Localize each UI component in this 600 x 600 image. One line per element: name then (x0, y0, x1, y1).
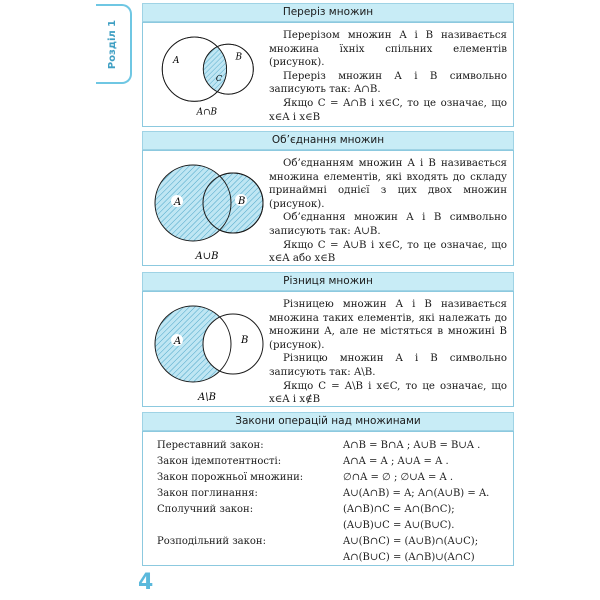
union-section (142, 150, 514, 266)
law-name: Розподільний закон: (157, 536, 266, 547)
definition: Перерізом множин A і B називається множина їхніх спільних елементів (рисунок). (269, 30, 507, 69)
membership-rule: Якщо C = A∩B і x∈C, то це означає, що x∈A і x∈B (269, 97, 507, 123)
law-row (143, 502, 513, 518)
law-row (143, 518, 513, 534)
law-row (143, 470, 513, 486)
law-formula: ∅∩A = ∅ ; ∅∪A = A . (343, 472, 454, 483)
law-formula: A∩(B∪C) = (A∩B)∪(A∩C) (343, 552, 475, 563)
law-row (143, 438, 513, 454)
law-row (143, 550, 513, 566)
page-number: 4 (138, 570, 154, 595)
union-header: Об’єднання множин (142, 131, 514, 150)
law-formula: A∪(B∩C) = (A∪B)∩(A∪C); (343, 536, 479, 547)
law-name: Сполучний закон: (157, 504, 254, 515)
label-a: A (172, 55, 180, 66)
law-row (143, 486, 513, 502)
law-row (143, 534, 513, 550)
laws-list (143, 438, 513, 566)
law-name: Закон порожньої множини: (157, 472, 304, 483)
intersection-header: Переріз множин (142, 3, 514, 22)
laws-header: Закони операцій над множинами (142, 412, 514, 431)
venn-caption: A∪B (195, 251, 219, 262)
law-row (143, 454, 513, 470)
venn-caption: A∩B (196, 107, 218, 118)
label-a: A (174, 197, 182, 208)
law-formula: (A∩B)∩C = A∩(B∩C); (343, 504, 455, 515)
notation: Переріз множин A і B символьно записують так: A∩B. (269, 70, 507, 96)
section-tab: Розділ 1 (96, 4, 132, 84)
difference-section (142, 291, 514, 407)
law-name: Закон поглинання: (157, 488, 258, 499)
intersection-text (269, 29, 507, 124)
venn-caption: A\B (198, 392, 216, 403)
laws-section (142, 431, 514, 566)
law-formula: A∪(A∩B) = A; A∩(A∪B) = A. (343, 488, 490, 499)
label-b: B (235, 52, 243, 63)
union-venn-diagram (147, 157, 265, 269)
difference-header: Різниця множин (142, 272, 514, 291)
intersection-section (142, 22, 514, 127)
law-formula: (A∪B)∪C = A∪(B∪C). (343, 520, 455, 531)
membership-rule: Якщо C = A∪B і x∈C, то це означає, що x∈A або x∈B (269, 239, 507, 265)
law-formula: A∩A = A ; A∪A = A . (343, 456, 449, 467)
notation: Різницю множин A і B символьно записують так: A\B. (269, 353, 507, 378)
difference-venn-diagram (147, 298, 265, 410)
law-name: Закон ідемпотентності: (157, 456, 282, 467)
law-name: Переставний закон: (157, 440, 264, 451)
definition: Різницею множин A і B називається множина таких елементів, які належать до множини A, але не містяться в множині B (рисунок). (269, 299, 507, 351)
label-b: B (241, 335, 249, 346)
definition: Об’єднанням множин A і B називається множина елементів, які входять до складу принаймні однієї з цих двох множин (рисунок). (269, 158, 507, 210)
label-a: A (174, 336, 182, 347)
label-b: B (238, 196, 246, 207)
difference-text (269, 298, 507, 407)
union-text (269, 157, 507, 266)
label-c: C (215, 73, 222, 83)
membership-rule: Якщо C = A\B і x∈C, то це означає, що x∈A і x∉B (269, 380, 507, 406)
law-formula: A∩B = B∩A ; A∪B = B∪A . (343, 440, 481, 451)
notation: Об’єднання множин A і B символьно записують так: A∪B. (269, 212, 507, 237)
intersection-venn-diagram (147, 29, 265, 129)
